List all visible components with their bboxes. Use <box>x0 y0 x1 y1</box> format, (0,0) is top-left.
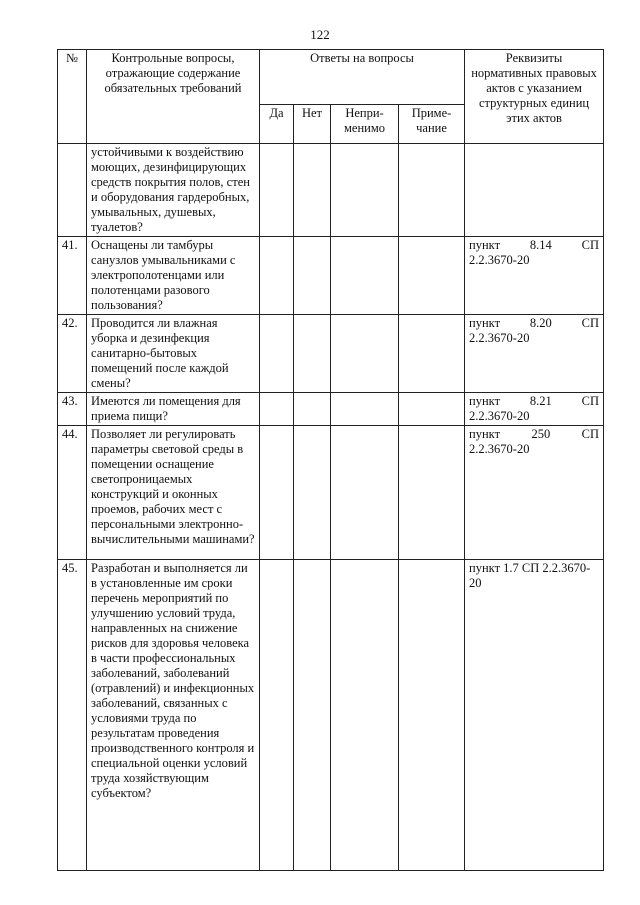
requisites-line1: пункт 8.21 СП <box>469 394 600 408</box>
requisites-line2: 2.2.3670-20 <box>469 331 530 345</box>
table-row <box>58 560 604 871</box>
requisites-line2: 2.2.3670-20 <box>469 409 530 423</box>
answer-not-applicable-cell <box>331 426 399 560</box>
answer-no-cell <box>294 237 331 315</box>
answer-yes-cell <box>260 560 294 871</box>
answer-note-cell <box>399 426 465 560</box>
row-question: устойчивыми к воздействию моющих, дезинфицирующих средств покрытия полов, стен и оборудования гардеробных, умывальных, душевых, туалетов? <box>87 144 260 237</box>
row-requisites <box>465 315 604 393</box>
answer-no-cell <box>294 560 331 871</box>
header-not-applicable: Непри-менимо <box>331 105 399 144</box>
requisites-line1: пункт 1.7 СП 2.2.3670-20 <box>469 561 591 590</box>
answer-no-cell <box>294 426 331 560</box>
row-question: Позволяет ли регулировать параметры световой среды в помещении оснащение светопроницаемых конструкций и оконных проемов, рабочих мест с персональными электронно-вычислительными машинами? <box>87 426 260 560</box>
row-question: Проводится ли влажная уборка и дезинфекция санитарно-бытовых помещений после каждой смены? <box>87 315 260 393</box>
answer-note-cell <box>399 144 465 237</box>
row-requisites <box>465 426 604 560</box>
answer-not-applicable-cell <box>331 393 399 426</box>
table-row <box>58 144 604 237</box>
header-questions: Контрольные вопросы, отражающие содержание обязательных требований <box>87 50 260 144</box>
answer-no-cell <box>294 144 331 237</box>
answer-yes-cell <box>260 315 294 393</box>
table-row <box>58 393 604 426</box>
requisites-line1: пункт 8.20 СП <box>469 316 600 330</box>
answer-no-cell <box>294 315 331 393</box>
row-num: 44. <box>58 426 87 560</box>
row-requisites <box>465 560 604 871</box>
answer-note-cell <box>399 237 465 315</box>
row-requisites <box>465 144 604 237</box>
requisites-line2: 2.2.3670-20 <box>469 442 530 456</box>
header-yes: Да <box>260 105 294 144</box>
row-requisites <box>465 393 604 426</box>
answer-note-cell <box>399 315 465 393</box>
row-question: Разработан и выполняется ли в установленные им сроки перечень мероприятий по улучшению условий труда, направленных на снижение рисков для здоровья человека в части профессиональных заболеваний, заболеваний (отравлений) и инфекционных заболеваний, связанных с условиями труда по результатам проведения производственного контроля и специальной оценки условий труда хозяйствующим субъектом? <box>87 560 260 871</box>
row-question: Оснащены ли тамбуры санузлов умывальниками с электрополотенцами или полотенцами разового пользования? <box>87 237 260 315</box>
row-num: 43. <box>58 393 87 426</box>
header-answers: Ответы на вопросы <box>260 50 465 105</box>
row-num <box>58 144 87 237</box>
page-number: 122 <box>310 27 330 42</box>
requisites-line1: пункт 8.14 СП <box>469 238 600 252</box>
header-note: Приме-чание <box>399 105 465 144</box>
header-num: № <box>58 50 87 144</box>
answer-no-cell <box>294 393 331 426</box>
row-num: 41. <box>58 237 87 315</box>
answer-not-applicable-cell <box>331 315 399 393</box>
answer-note-cell <box>399 560 465 871</box>
answer-not-applicable-cell <box>331 144 399 237</box>
answer-yes-cell <box>260 237 294 315</box>
answer-note-cell <box>399 393 465 426</box>
row-question: Имеются ли помещения для приема пищи? <box>87 393 260 426</box>
header-no: Нет <box>294 105 331 144</box>
checklist-table <box>57 49 604 871</box>
answer-not-applicable-cell <box>331 560 399 871</box>
answer-yes-cell <box>260 144 294 237</box>
requisites-line2: 2.2.3670-20 <box>469 253 530 267</box>
table-row <box>58 315 604 393</box>
answer-yes-cell <box>260 426 294 560</box>
row-num: 42. <box>58 315 87 393</box>
row-num: 45. <box>58 560 87 871</box>
row-requisites <box>465 237 604 315</box>
answer-not-applicable-cell <box>331 237 399 315</box>
answer-yes-cell <box>260 393 294 426</box>
header-row <box>58 50 604 105</box>
header-requisites: Реквизиты нормативных правовых актов с указанием структурных единиц этих актов <box>465 50 604 144</box>
requisites-line1: пункт 250 СП <box>469 427 600 441</box>
table-row <box>58 426 604 560</box>
table-row <box>58 237 604 315</box>
